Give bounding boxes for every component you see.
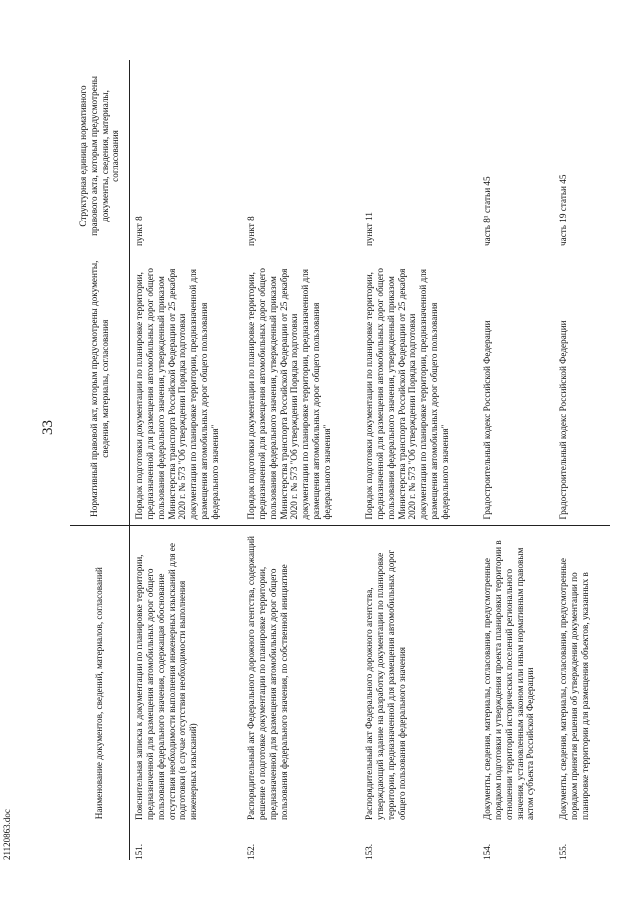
row-structural-unit: пункт 11 [364, 212, 374, 246]
table-row [554, 60, 610, 860]
row-number: 155. [558, 843, 568, 860]
table-header-row [70, 60, 130, 860]
row-legal-act: Градостроительный кодекс Российской Федерации [482, 320, 492, 520]
row-number: 152. [246, 843, 256, 860]
row-number: 154. [482, 843, 492, 860]
table-row [360, 60, 478, 860]
row-structural-unit: пункт 8 [134, 216, 144, 246]
row-document-name: Распорядительный акт Федерального дорожного агентства, утверждающий задание на разработку документации по планировке территории, предназначенной для размещения автомобильных дорог общего пользования федерального значения [360, 526, 478, 826]
row-legal-act: Порядок подготовки документации по планировке территории, предназначенной для размещения автомобильных дорог общего пользования федерального значения, утвержденный приказом Министерства транспорта Российской Федерации от 25 декабря 2020 г. № 573 "Об утверждении Порядка подготовки документации по планировке территории, предназначенной для размещения автомобильных дорог общего пользования федерального значения" [134, 268, 221, 520]
row-document-name: Распорядительный акт Федерального дорожного агентства, содержащий решение о подготовке документации по планировке территории, предназначенной для размещения автомобильных дорог общего пользования федерального значения, по собственной инициативе [242, 526, 360, 826]
row-structural-unit: пункт 8 [246, 216, 256, 246]
row-number: 153. [364, 843, 374, 860]
document-id: 21120863.doc [2, 809, 12, 860]
rotated-table-container [70, 60, 590, 860]
row-document-name: Документы, сведения, материалы, согласования, предусмотренные порядком принятия решения об утверждении документации по планировке территории для размещения объектов, указанных в [554, 526, 610, 826]
page-number: 33 [40, 420, 56, 435]
row-document-name: Документы, сведения, материалы, согласования, предусмотренные порядком подготовки и утверждения проекта планировки территории в отношении территорий исторических поселений регионального значения, установленным законом или иным нормативным правовым актом субъекта Российской Федерации [478, 526, 554, 826]
documents-table [70, 60, 610, 860]
row-structural-unit: часть 19 статьи 45 [558, 174, 568, 246]
header-act: Нормативный правовой акт, которым предусмотрены документы, сведения, материалы, согласования [70, 252, 130, 526]
header-name: Наименование документов, сведений, материалов, согласований [70, 526, 130, 860]
table-row [478, 60, 554, 860]
row-legal-act: Порядок подготовки документации по планировке территории, предназначенной для размещения автомобильных дорог общего пользования федерального значения, утвержденный приказом Министерства транспорта Российской Федерации от 25 декабря 2020 г. № 573 "Об утверждении Порядка подготовки документации по планировке территории, предназначенной для размещения автомобильных дорог общего пользования федерального значения" [246, 268, 333, 520]
header-unit: Структурная единица нормативного правового акта, которым предусмотрены документы, сведения, материалы, согласования [70, 60, 130, 252]
row-structural-unit: часть 8¹ статьи 45 [482, 176, 492, 246]
row-legal-act: Порядок подготовки документации по планировке территории, предназначенной для размещения автомобильных дорог общего пользования федерального значения, утвержденный приказом Министерства транспорта Российской Федерации от 25 декабря 2020 г. № 573 "Об утверждении Порядка подготовки документации по планировке территории, предназначенной для размещения автомобильных дорог общего пользования федерального значения" [364, 268, 451, 520]
table-row [130, 60, 243, 860]
row-document-name: Пояснительная записка к документации по планировке территории, предназначенной для размещения автомобильных дорог общего пользования федерального значения, содержащая обоснование отсутствия необходимости выполнения инженерных изысканий для ее подготовки (в случае отсутствия необходимости выполнения инженерных изысканий) [130, 526, 243, 826]
row-legal-act: Градостроительный кодекс Российской Федерации [558, 320, 568, 520]
table-row [242, 60, 360, 860]
row-number: 151. [134, 843, 144, 860]
